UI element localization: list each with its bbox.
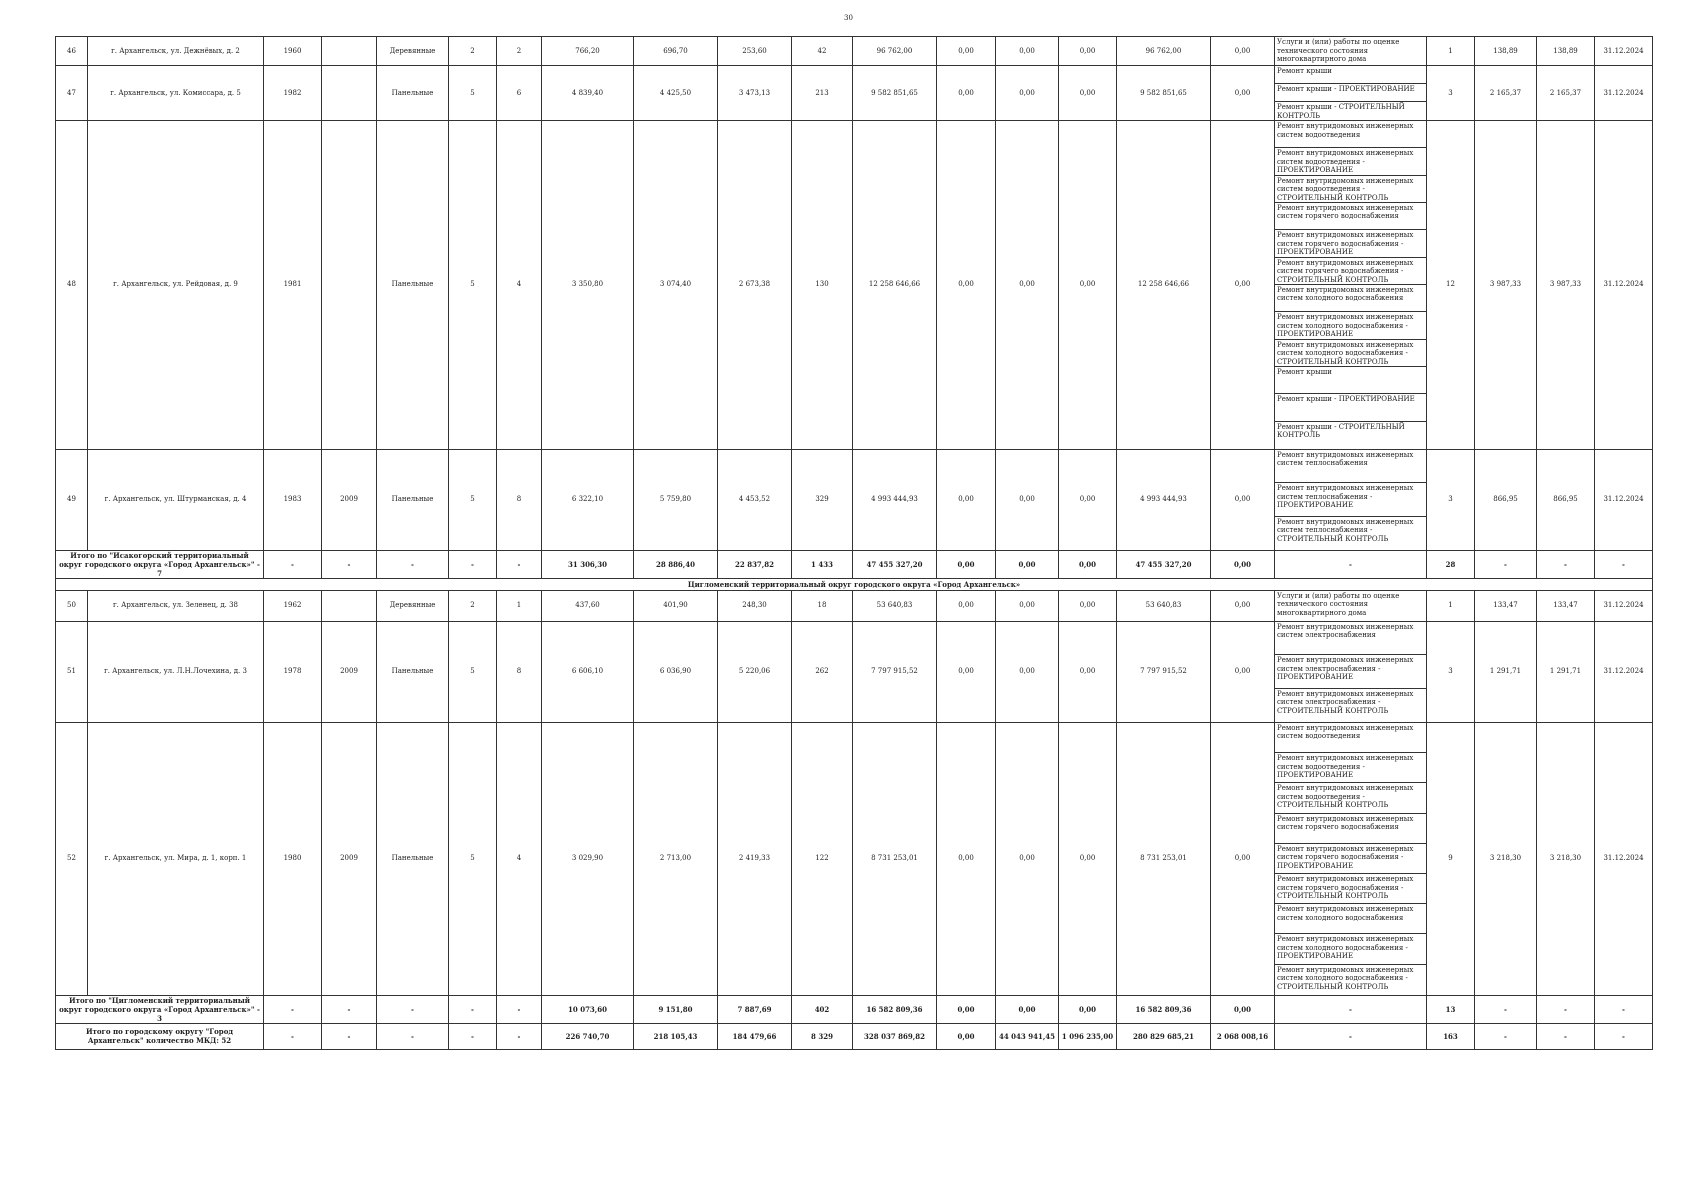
cell-unit2: 3 218,30 xyxy=(1537,722,1595,995)
total-c2: 44 043 941,45 xyxy=(996,1023,1059,1049)
total-area-living: 28 886,40 xyxy=(634,550,718,578)
cell-residents: 130 xyxy=(792,121,853,450)
work-item: Ремонт внутридомовых инженерных систем холодного водоснабжения xyxy=(1275,285,1426,312)
total-area-total: 10 073,60 xyxy=(542,995,634,1023)
work-item: Ремонт внутридомовых инженерных систем теплоснабжения - СТРОИТЕЛЬНЫЙ КОНТРОЛЬ xyxy=(1277,517,1414,543)
cell-area-res: 2 673,38 xyxy=(718,121,792,450)
total-area-living: 218 105,43 xyxy=(634,1023,718,1049)
cell-wall: Деревянные xyxy=(377,37,449,66)
cell-year-built: 1983 xyxy=(264,449,322,550)
cell-c5: 0,00 xyxy=(1211,590,1275,621)
cell-entrances: 4 xyxy=(497,722,542,995)
cell-entrances: 2 xyxy=(497,37,542,66)
cell-c4: 9 582 851,65 xyxy=(1117,66,1211,121)
cell-year-repair: 2009 xyxy=(322,449,377,550)
cell-deadline: 31.12.2024 xyxy=(1595,722,1653,995)
cell-floors: 5 xyxy=(449,449,497,550)
cell-c1: 0,00 xyxy=(937,37,996,66)
cell-works-count: 12 xyxy=(1427,121,1475,450)
cell-year-built: 1962 xyxy=(264,590,322,621)
cell-c3: 0,00 xyxy=(1059,621,1117,722)
cell-c2: 0,00 xyxy=(996,621,1059,722)
cell-c5: 0,00 xyxy=(1211,37,1275,66)
work-item: Услуги и (или) работы по оценке технического состояния многоквартирного дома xyxy=(1277,591,1400,617)
cell-unit2: 1 291,71 xyxy=(1537,621,1595,722)
cell-residents: 18 xyxy=(792,590,853,621)
works-cell xyxy=(1275,37,1427,66)
dash-cell: - xyxy=(377,550,449,578)
cell-deadline: 31.12.2024 xyxy=(1595,121,1653,450)
cell-n: 52 xyxy=(56,722,88,995)
cell-wall: Панельные xyxy=(377,621,449,722)
dash-cell: - xyxy=(449,550,497,578)
cell-area-living: 6 036,90 xyxy=(634,621,718,722)
cell-cost-total: 8 731 253,01 xyxy=(853,722,937,995)
cell-area-res: 4 453,52 xyxy=(718,449,792,550)
cell-c5: 0,00 xyxy=(1211,621,1275,722)
cell-c2: 0,00 xyxy=(996,66,1059,121)
cell-n: 46 xyxy=(56,37,88,66)
total-c3: 0,00 xyxy=(1059,995,1117,1023)
cell-area-living: 5 759,80 xyxy=(634,449,718,550)
total-row xyxy=(56,995,1653,1023)
total-residents: 8 329 xyxy=(792,1023,853,1049)
total-row xyxy=(56,550,1653,578)
cell-area-res: 253,60 xyxy=(718,37,792,66)
cell-wall: Панельные xyxy=(377,66,449,121)
cell-c4: 4 993 444,93 xyxy=(1117,449,1211,550)
total-c1: 0,00 xyxy=(937,1023,996,1049)
table-row xyxy=(56,37,1653,66)
cell-c3: 0,00 xyxy=(1059,121,1117,450)
cell-n: 49 xyxy=(56,449,88,550)
cell-year-repair xyxy=(322,66,377,121)
cell-unit2: 866,95 xyxy=(1537,449,1595,550)
cell-floors: 5 xyxy=(449,121,497,450)
dash-cell: - xyxy=(497,995,542,1023)
cell-residents: 329 xyxy=(792,449,853,550)
table-row xyxy=(56,121,1653,450)
cell-wall: Панельные xyxy=(377,722,449,995)
work-item: Ремонт внутридомовых инженерных систем водоотведения xyxy=(1275,723,1426,753)
cell-area-res: 2 419,33 xyxy=(718,722,792,995)
cell-n: 47 xyxy=(56,66,88,121)
cell-floors: 2 xyxy=(449,590,497,621)
total-works-count: 163 xyxy=(1427,1023,1475,1049)
cell-cost-total: 53 640,83 xyxy=(853,590,937,621)
total-cost-total: 328 037 869,82 xyxy=(853,1023,937,1049)
total-label: Итого по "Исакогорский территориальный округ городского округа «Город Архангельск»" - 7 xyxy=(56,550,264,578)
work-item: Ремонт внутридомовых инженерных систем теплоснабжения - ПРОЕКТИРОВАНИЕ xyxy=(1275,483,1426,516)
cell-deadline: 31.12.2024 xyxy=(1595,621,1653,722)
total-residents: 1 433 xyxy=(792,550,853,578)
dash-cell: - xyxy=(1475,1023,1537,1049)
dash-cell: - xyxy=(1475,550,1537,578)
dash-cell: - xyxy=(322,550,377,578)
cell-residents: 262 xyxy=(792,621,853,722)
cell-works-count: 9 xyxy=(1427,722,1475,995)
total-c2: 0,00 xyxy=(996,550,1059,578)
work-item: Ремонт внутридомовых инженерных систем холодного водоснабжения xyxy=(1275,904,1426,934)
work-item: Ремонт внутридомовых инженерных систем электроснабжения - СТРОИТЕЛЬНЫЙ КОНТРОЛЬ xyxy=(1277,689,1414,715)
dash-cell: - xyxy=(264,550,322,578)
cell-area-res: 5 220,06 xyxy=(718,621,792,722)
dash-cell: - xyxy=(497,1023,542,1049)
cell-c2: 0,00 xyxy=(996,722,1059,995)
cell-c5: 0,00 xyxy=(1211,66,1275,121)
cell-wall: Деревянные xyxy=(377,590,449,621)
total-c1: 0,00 xyxy=(937,550,996,578)
total-c5: 0,00 xyxy=(1211,550,1275,578)
cell-c4: 8 731 253,01 xyxy=(1117,722,1211,995)
cell-area-res: 248,30 xyxy=(718,590,792,621)
cell-cost-total: 7 797 915,52 xyxy=(853,621,937,722)
cell-address: г. Архангельск, ул. Штурманская, д. 4 xyxy=(88,449,264,550)
cell-c4: 96 762,00 xyxy=(1117,37,1211,66)
cell-n: 48 xyxy=(56,121,88,450)
cell-year-built: 1980 xyxy=(264,722,322,995)
cell-area-living: 696,70 xyxy=(634,37,718,66)
cell-area-total: 3 029,90 xyxy=(542,722,634,995)
total-c4: 16 582 809,36 xyxy=(1117,995,1211,1023)
work-item: Ремонт внутридомовых инженерных систем теплоснабжения xyxy=(1275,450,1426,483)
table-row xyxy=(56,66,1653,121)
cell-c4: 12 258 646,66 xyxy=(1117,121,1211,450)
work-item: Ремонт внутридомовых инженерных систем холодного водоснабжения - ПРОЕКТИРОВАНИЕ xyxy=(1275,312,1426,339)
cell-entrances: 8 xyxy=(497,621,542,722)
cell-c1: 0,00 xyxy=(937,722,996,995)
cell-area-total: 3 350,80 xyxy=(542,121,634,450)
cell-n: 51 xyxy=(56,621,88,722)
cell-entrances: 4 xyxy=(497,121,542,450)
cell-cost-total: 4 993 444,93 xyxy=(853,449,937,550)
cell-unit2: 2 165,37 xyxy=(1537,66,1595,121)
cell-cost-total: 96 762,00 xyxy=(853,37,937,66)
total-cost-total: 16 582 809,36 xyxy=(853,995,937,1023)
dash-cell: - xyxy=(1275,995,1427,1023)
cell-floors: 5 xyxy=(449,621,497,722)
work-item: Ремонт внутридомовых инженерных систем водоотведения - СТРОИТЕЛЬНЫЙ КОНТРОЛЬ xyxy=(1275,783,1426,813)
total-area-res: 22 837,82 xyxy=(718,550,792,578)
cell-area-total: 437,60 xyxy=(542,590,634,621)
cell-area-living: 2 713,00 xyxy=(634,722,718,995)
cell-area-total: 6 322,10 xyxy=(542,449,634,550)
cell-entrances: 1 xyxy=(497,590,542,621)
cell-unit2: 3 987,33 xyxy=(1537,121,1595,450)
total-c2: 0,00 xyxy=(996,995,1059,1023)
total-label: Итого по городскому округу "Город Архангельск" количество МКД: 52 xyxy=(56,1023,264,1049)
cell-works-count: 3 xyxy=(1427,66,1475,121)
cell-c2: 0,00 xyxy=(996,121,1059,450)
cell-c3: 0,00 xyxy=(1059,722,1117,995)
works-cell xyxy=(1275,621,1427,722)
cell-c5: 0,00 xyxy=(1211,121,1275,450)
cell-c1: 0,00 xyxy=(937,621,996,722)
dash-cell: - xyxy=(1595,550,1653,578)
cell-c2: 0,00 xyxy=(996,449,1059,550)
cell-area-living: 4 425,50 xyxy=(634,66,718,121)
total-label: Итого по "Цигломенский территориальный округ городского округа «Город Архангельск»" - 3 xyxy=(56,995,264,1023)
work-item: Ремонт внутридомовых инженерных систем водоотведения - ПРОЕКТИРОВАНИЕ xyxy=(1275,753,1426,783)
work-item: Ремонт внутридомовых инженерных систем холодного водоснабжения - ПРОЕКТИРОВАНИЕ xyxy=(1275,934,1426,964)
dash-cell: - xyxy=(1275,1023,1427,1049)
dash-cell: - xyxy=(1595,1023,1653,1049)
cell-c1: 0,00 xyxy=(937,590,996,621)
cell-year-repair xyxy=(322,121,377,450)
work-item: Ремонт крыши xyxy=(1275,66,1426,84)
work-item: Ремонт внутридомовых инженерных систем горячего водоснабжения - СТРОИТЕЛЬНЫЙ КОНТРОЛЬ xyxy=(1275,874,1426,904)
cell-area-living: 3 074,40 xyxy=(634,121,718,450)
total-area-total: 31 306,30 xyxy=(542,550,634,578)
total-area-total: 226 740,70 xyxy=(542,1023,634,1049)
work-item: Ремонт внутридомовых инженерных систем горячего водоснабжения xyxy=(1275,203,1426,230)
total-works-count: 13 xyxy=(1427,995,1475,1023)
dash-cell: - xyxy=(449,1023,497,1049)
cell-floors: 2 xyxy=(449,37,497,66)
cell-address: г. Архангельск, ул. Комиссара, д. 5 xyxy=(88,66,264,121)
works-cell xyxy=(1275,121,1427,450)
cell-works-count: 1 xyxy=(1427,37,1475,66)
total-area-res: 184 479,66 xyxy=(718,1023,792,1049)
works-cell xyxy=(1275,590,1427,621)
dash-cell: - xyxy=(1537,995,1595,1023)
cell-entrances: 6 xyxy=(497,66,542,121)
work-item: Ремонт внутридомовых инженерных систем горячего водоснабжения xyxy=(1275,814,1426,844)
total-c4: 280 829 685,21 xyxy=(1117,1023,1211,1049)
dash-cell: - xyxy=(1537,1023,1595,1049)
work-item: Ремонт внутридомовых инженерных систем горячего водоснабжения - ПРОЕКТИРОВАНИЕ xyxy=(1275,230,1426,257)
cell-unit1: 2 165,37 xyxy=(1475,66,1537,121)
cell-works-count: 3 xyxy=(1427,449,1475,550)
cell-unit2: 133,47 xyxy=(1537,590,1595,621)
work-item: Ремонт крыши - ПРОЕКТИРОВАНИЕ xyxy=(1275,394,1426,421)
section-title: Цигломенский территориальный округ городского округа «Город Архангельск» xyxy=(56,578,1653,590)
cell-year-built: 1978 xyxy=(264,621,322,722)
work-item: Ремонт внутридомовых инженерных систем водоотведения xyxy=(1275,121,1426,148)
cell-c5: 0,00 xyxy=(1211,449,1275,550)
work-item: Ремонт крыши xyxy=(1275,367,1426,394)
work-item: Ремонт крыши - СТРОИТЕЛЬНЫЙ КОНТРОЛЬ xyxy=(1277,422,1405,440)
cell-year-repair: 2009 xyxy=(322,621,377,722)
total-c5: 0,00 xyxy=(1211,995,1275,1023)
cell-year-built: 1981 xyxy=(264,121,322,450)
work-item: Ремонт внутридомовых инженерных систем водоотведения - СТРОИТЕЛЬНЫЙ КОНТРОЛЬ xyxy=(1275,176,1426,203)
cell-c4: 53 640,83 xyxy=(1117,590,1211,621)
dash-cell: - xyxy=(1475,995,1537,1023)
dash-cell: - xyxy=(497,550,542,578)
total-c4: 47 455 327,20 xyxy=(1117,550,1211,578)
dash-cell: - xyxy=(1275,550,1427,578)
total-residents: 402 xyxy=(792,995,853,1023)
cell-area-total: 6 606,10 xyxy=(542,621,634,722)
cell-c3: 0,00 xyxy=(1059,449,1117,550)
works-cell xyxy=(1275,66,1427,121)
work-item: Ремонт крыши - ПРОЕКТИРОВАНИЕ xyxy=(1275,84,1426,102)
dash-cell: - xyxy=(264,1023,322,1049)
table-row xyxy=(56,590,1653,621)
cell-deadline: 31.12.2024 xyxy=(1595,37,1653,66)
work-item: Ремонт крыши - СТРОИТЕЛЬНЫЙ КОНТРОЛЬ xyxy=(1277,103,1405,120)
cell-c3: 0,00 xyxy=(1059,66,1117,121)
cell-unit1: 3 218,30 xyxy=(1475,722,1537,995)
cell-cost-total: 9 582 851,65 xyxy=(853,66,937,121)
table-row xyxy=(56,449,1653,550)
table-row xyxy=(56,621,1653,722)
cell-c1: 0,00 xyxy=(937,121,996,450)
work-item: Ремонт внутридомовых инженерных систем холодного водоснабжения - СТРОИТЕЛЬНЫЙ КОНТРОЛЬ xyxy=(1277,965,1414,991)
total-area-res: 7 887,69 xyxy=(718,995,792,1023)
cell-unit1: 133,47 xyxy=(1475,590,1537,621)
total-c1: 0,00 xyxy=(937,995,996,1023)
cell-deadline: 31.12.2024 xyxy=(1595,449,1653,550)
dash-cell: - xyxy=(322,995,377,1023)
work-item: Ремонт внутридомовых инженерных систем горячего водоснабжения - ПРОЕКТИРОВАНИЕ xyxy=(1275,844,1426,874)
cell-wall: Панельные xyxy=(377,449,449,550)
work-item: Ремонт внутридомовых инженерных систем холодного водоснабжения - СТРОИТЕЛЬНЫЙ КОНТРОЛЬ xyxy=(1275,340,1426,367)
cell-works-count: 1 xyxy=(1427,590,1475,621)
cell-unit1: 1 291,71 xyxy=(1475,621,1537,722)
cell-address: г. Архангельск, ул. Рейдовая, д. 9 xyxy=(88,121,264,450)
total-c5: 2 068 008,16 xyxy=(1211,1023,1275,1049)
cell-year-built: 1960 xyxy=(264,37,322,66)
cell-unit1: 138,89 xyxy=(1475,37,1537,66)
cell-works-count: 3 xyxy=(1427,621,1475,722)
cell-unit1: 3 987,33 xyxy=(1475,121,1537,450)
cell-deadline: 31.12.2024 xyxy=(1595,66,1653,121)
cell-floors: 5 xyxy=(449,66,497,121)
cell-c2: 0,00 xyxy=(996,37,1059,66)
total-works-count: 28 xyxy=(1427,550,1475,578)
total-area-living: 9 151,80 xyxy=(634,995,718,1023)
total-cost-total: 47 455 327,20 xyxy=(853,550,937,578)
cell-area-living: 401,90 xyxy=(634,590,718,621)
work-item: Ремонт внутридомовых инженерных систем электроснабжения - ПРОЕКТИРОВАНИЕ xyxy=(1275,655,1426,688)
cell-residents: 42 xyxy=(792,37,853,66)
cell-c1: 0,00 xyxy=(937,449,996,550)
dash-cell: - xyxy=(264,995,322,1023)
cell-c3: 0,00 xyxy=(1059,590,1117,621)
cell-c5: 0,00 xyxy=(1211,722,1275,995)
dash-cell: - xyxy=(1537,550,1595,578)
dash-cell: - xyxy=(377,995,449,1023)
dash-cell: - xyxy=(449,995,497,1023)
cell-area-total: 766,20 xyxy=(542,37,634,66)
cell-deadline: 31.12.2024 xyxy=(1595,590,1653,621)
work-item: Услуги и (или) работы по оценке технического состояния многоквартирного дома xyxy=(1277,38,1400,63)
total-c3: 0,00 xyxy=(1059,550,1117,578)
cell-floors: 5 xyxy=(449,722,497,995)
cell-residents: 122 xyxy=(792,722,853,995)
cell-c3: 0,00 xyxy=(1059,37,1117,66)
cell-area-total: 4 839,40 xyxy=(542,66,634,121)
cell-address: г. Архангельск, ул. Зеленец, д. 38 xyxy=(88,590,264,621)
work-item: Ремонт внутридомовых инженерных систем электроснабжения xyxy=(1275,622,1426,655)
cell-address: г. Архангельск, ул. Л.Н.Лочехина, д. 3 xyxy=(88,621,264,722)
cell-c2: 0,00 xyxy=(996,590,1059,621)
section-header-row xyxy=(56,578,1653,590)
cell-address: г. Архангельск, ул. Дежнёвых, д. 2 xyxy=(88,37,264,66)
cell-n: 50 xyxy=(56,590,88,621)
cell-unit2: 138,89 xyxy=(1537,37,1595,66)
cell-c4: 7 797 915,52 xyxy=(1117,621,1211,722)
cell-wall: Панельные xyxy=(377,121,449,450)
dash-cell: - xyxy=(322,1023,377,1049)
cell-address: г. Архангельск, ул. Мира, д. 1, корп. 1 xyxy=(88,722,264,995)
work-item: Ремонт внутридомовых инженерных систем горячего водоснабжения - СТРОИТЕЛЬНЫЙ КОНТРОЛЬ xyxy=(1275,258,1426,285)
cell-year-repair xyxy=(322,590,377,621)
table-row xyxy=(56,722,1653,995)
cell-residents: 213 xyxy=(792,66,853,121)
dash-cell: - xyxy=(377,1023,449,1049)
cell-entrances: 8 xyxy=(497,449,542,550)
works-cell xyxy=(1275,722,1427,995)
cell-year-repair xyxy=(322,37,377,66)
cell-unit1: 866,95 xyxy=(1475,449,1537,550)
dash-cell: - xyxy=(1595,995,1653,1023)
cell-c1: 0,00 xyxy=(937,66,996,121)
capital-repair-table xyxy=(55,36,1653,1050)
work-item: Ремонт внутридомовых инженерных систем водоотведения - ПРОЕКТИРОВАНИЕ xyxy=(1275,148,1426,175)
cell-area-res: 3 473,13 xyxy=(718,66,792,121)
works-cell xyxy=(1275,449,1427,550)
total-c3: 1 096 235,00 xyxy=(1059,1023,1117,1049)
cell-cost-total: 12 258 646,66 xyxy=(853,121,937,450)
total-row xyxy=(56,1023,1653,1049)
cell-year-built: 1982 xyxy=(264,66,322,121)
cell-year-repair: 2009 xyxy=(322,722,377,995)
page-number: 30 xyxy=(844,14,853,22)
